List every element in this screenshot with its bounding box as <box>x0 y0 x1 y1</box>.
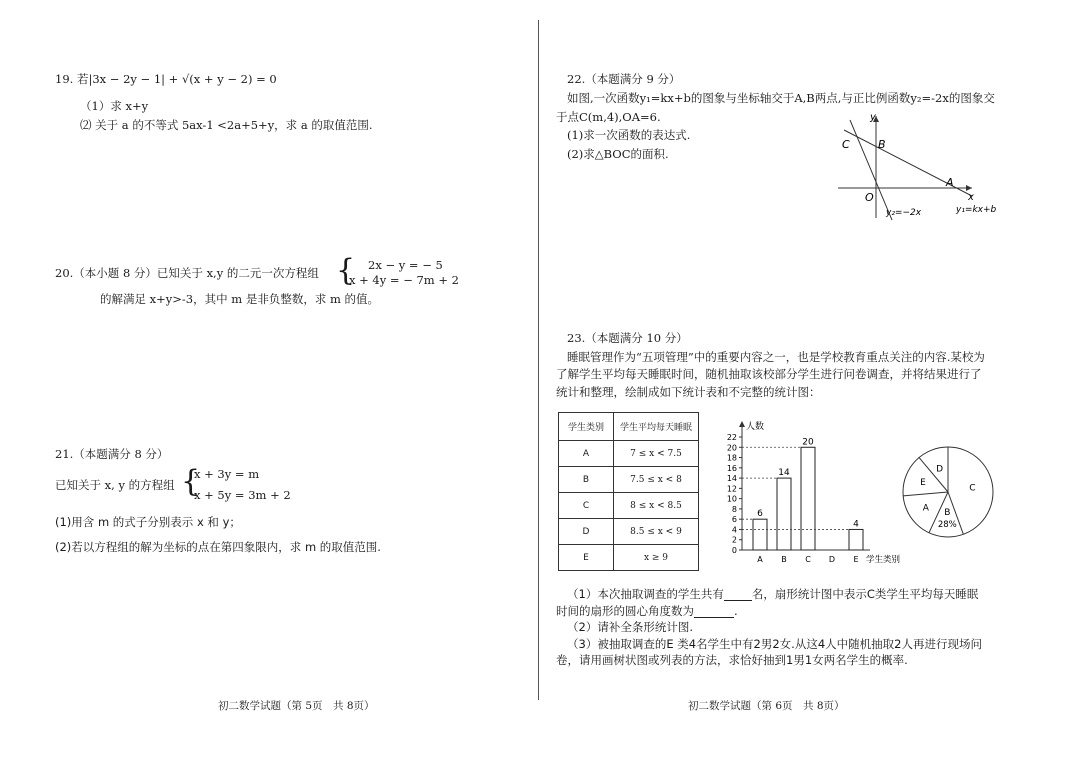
x-axis-label: 学生类别 <box>866 555 901 565</box>
bar-value-label: 6 <box>757 509 763 520</box>
pie-chart <box>900 444 996 540</box>
sleep-table <box>558 412 699 571</box>
q23-q1-line1 <box>567 587 978 601</box>
label-x-axis: x <box>968 192 974 203</box>
y-axis-arrow <box>739 421 745 427</box>
x-tick-label: A <box>757 555 763 564</box>
bar-value-label: 14 <box>778 468 790 479</box>
pie-label-a: A <box>922 503 929 514</box>
footer-left: 初二数学试题（第 5页 共 8页） <box>218 700 375 712</box>
bar-chart <box>712 415 912 570</box>
q21-eq2: x + 5y = 3m + 2 <box>194 488 291 502</box>
q23-head: 23.（本题满分 10 分） <box>567 331 688 345</box>
q22-head: 22.（本题满分 9 分） <box>567 72 681 86</box>
x-tick-label: E <box>853 555 859 564</box>
q19-part2: ⑵ 关于 a 的不等式 5ax-1 <2a+5+y，求 a 的取值范围. <box>80 118 373 132</box>
bar-a <box>753 519 767 550</box>
table-cell: 8.5 ≤ x < 9 <box>614 519 699 545</box>
label-a: A <box>946 176 954 189</box>
table-row <box>559 493 699 519</box>
q20-stem: 20.（本小题 8 分）已知关于 x,y 的二元一次方程组 <box>55 266 319 280</box>
bar-e <box>849 529 863 550</box>
q23-q3-a: （3）被抽取调查的E 类4名学生中有2男2女.从这4人中随机抽取2人再进行现场问 <box>567 637 982 651</box>
table-cell: D <box>559 519 614 545</box>
table-cell: B <box>559 467 614 493</box>
table-row <box>559 519 699 545</box>
x-tick-label: B <box>781 555 787 564</box>
y-tick-label: 12 <box>726 484 737 494</box>
table-cell: x ≥ 9 <box>614 545 699 571</box>
page-divider <box>538 20 539 700</box>
y-tick-label: 14 <box>726 474 737 484</box>
table-cell: C <box>559 493 614 519</box>
q23-para1: 睡眠管理作为“五项管理”中的重要内容之一，也是学校教育重点关注的内容.某校为 <box>567 350 985 364</box>
q23-q3-b: 卷，请用画树状图或列表的方法，求恰好抽到1男1女两名学生的概率. <box>556 653 908 667</box>
table-row <box>559 441 699 467</box>
y-tick-label: 10 <box>726 494 737 504</box>
bar-b <box>777 478 791 550</box>
x-axis-arrow <box>966 185 972 191</box>
q20-eq2: x + 4y = − 7m + 2 <box>349 273 459 287</box>
pie-label-e: E <box>920 477 926 488</box>
table-header: 学生平均每天睡眠 <box>614 413 699 441</box>
x-tick-label: D <box>828 555 836 564</box>
pie-label-d: D <box>936 464 944 475</box>
q22-line1: 如图,一次函数y₁=kx+b的图象与坐标轴交于A,B两点,与正比例函数y₂=-2x的图象交 <box>567 91 995 105</box>
q19-stem: 19. 若|3x − 2y − 1| + √(x + y − 2) = 0 <box>55 72 277 86</box>
label-y2: y₂=−2x <box>886 208 922 218</box>
q21-head: 21.（本题满分 8 分） <box>55 447 169 461</box>
label-o: O <box>865 191 874 204</box>
table-cell: 8 ≤ x < 8.5 <box>614 493 699 519</box>
q20-cont: 的解满足 x+y>-3，其中 m 是非负整数，求 m 的值。 <box>100 292 380 306</box>
y-tick-label: 8 <box>731 504 737 514</box>
y-tick-label: 22 <box>726 433 737 442</box>
table-row <box>559 545 699 571</box>
label-y1: y₁=kx+b <box>956 205 997 215</box>
q22-part2: (2)求△BOC的面积. <box>567 147 669 161</box>
answer-blank-angle <box>694 606 734 618</box>
y-tick-label: 6 <box>731 515 737 525</box>
y-tick-label: 16 <box>726 463 737 473</box>
y-tick-label: 2 <box>731 535 737 545</box>
y-tick-label: 20 <box>726 443 737 453</box>
q23-q1-c: 时间的扇形的圆心角度数为 <box>556 604 694 618</box>
q22-graph <box>820 108 1010 223</box>
y-axis-label: 人数 <box>746 422 765 432</box>
y-tick-label: 18 <box>726 453 737 463</box>
q20-eq1: 2x − y = − 5 <box>368 258 443 272</box>
table-header: 学生类别 <box>559 413 614 441</box>
bar-c <box>801 447 815 550</box>
q21-part1: (1)用含 m 的式子分别表示 x 和 y； <box>55 515 241 529</box>
label-b: B <box>878 138 886 151</box>
q21-brace: { <box>181 464 201 499</box>
q23-para2: 了解学生平均每天睡眠时间，随机抽取该校部分学生进行问卷调查，并将结果进行了 <box>556 367 982 381</box>
q23-q1-b: 名，扇形统计图中表示C类学生平均每天睡眠 <box>751 587 979 601</box>
bar-value-label: 20 <box>802 437 814 448</box>
q23-para3: 统计和整理，绘制成如下统计表和不完整的统计图： <box>556 385 821 399</box>
q19-part1: （1）求 x+y <box>80 99 149 113</box>
label-c: C <box>842 138 850 151</box>
y-tick-label: 4 <box>731 525 737 535</box>
q22-line2: 于点C(m,4),OA=6. <box>556 110 661 124</box>
pie-percent-b: 28% <box>937 520 957 531</box>
q23-q2: （2）请补全条形统计图. <box>567 620 693 634</box>
table-header-row <box>559 413 699 441</box>
line-y2 <box>850 120 892 220</box>
y-tick-label: 0 <box>731 546 737 555</box>
table-cell: 7.5 ≤ x < 8 <box>614 467 699 493</box>
label-y-axis: y <box>870 112 876 123</box>
q23-q1-d: . <box>734 604 738 618</box>
footer-right: 初二数学试题（第 6页 共 8页） <box>688 700 845 712</box>
q21-lead: 已知关于 x, y 的方程组 <box>55 478 175 492</box>
pie-label-c: C <box>969 483 976 494</box>
bar-value-label: 4 <box>853 519 859 530</box>
q23-q1-a: （1）本次抽取调查的学生共有 <box>567 587 724 601</box>
table-cell: 7 ≤ x < 7.5 <box>614 441 699 467</box>
table-cell: E <box>559 545 614 571</box>
q21-eq1: x + 3y = m <box>194 467 260 481</box>
answer-blank-count <box>724 589 752 601</box>
q20-brace: { <box>336 253 356 288</box>
table-cell: A <box>559 441 614 467</box>
q21-part2: (2)若以方程组的解为坐标的点在第四象限内，求 m 的取值范围. <box>55 540 381 554</box>
pie-label-b: B <box>944 508 951 519</box>
q22-part1: (1)求一次函数的表达式. <box>567 128 691 142</box>
q23-q1-line2 <box>556 604 738 618</box>
table-row <box>559 467 699 493</box>
x-tick-label: C <box>805 555 811 564</box>
